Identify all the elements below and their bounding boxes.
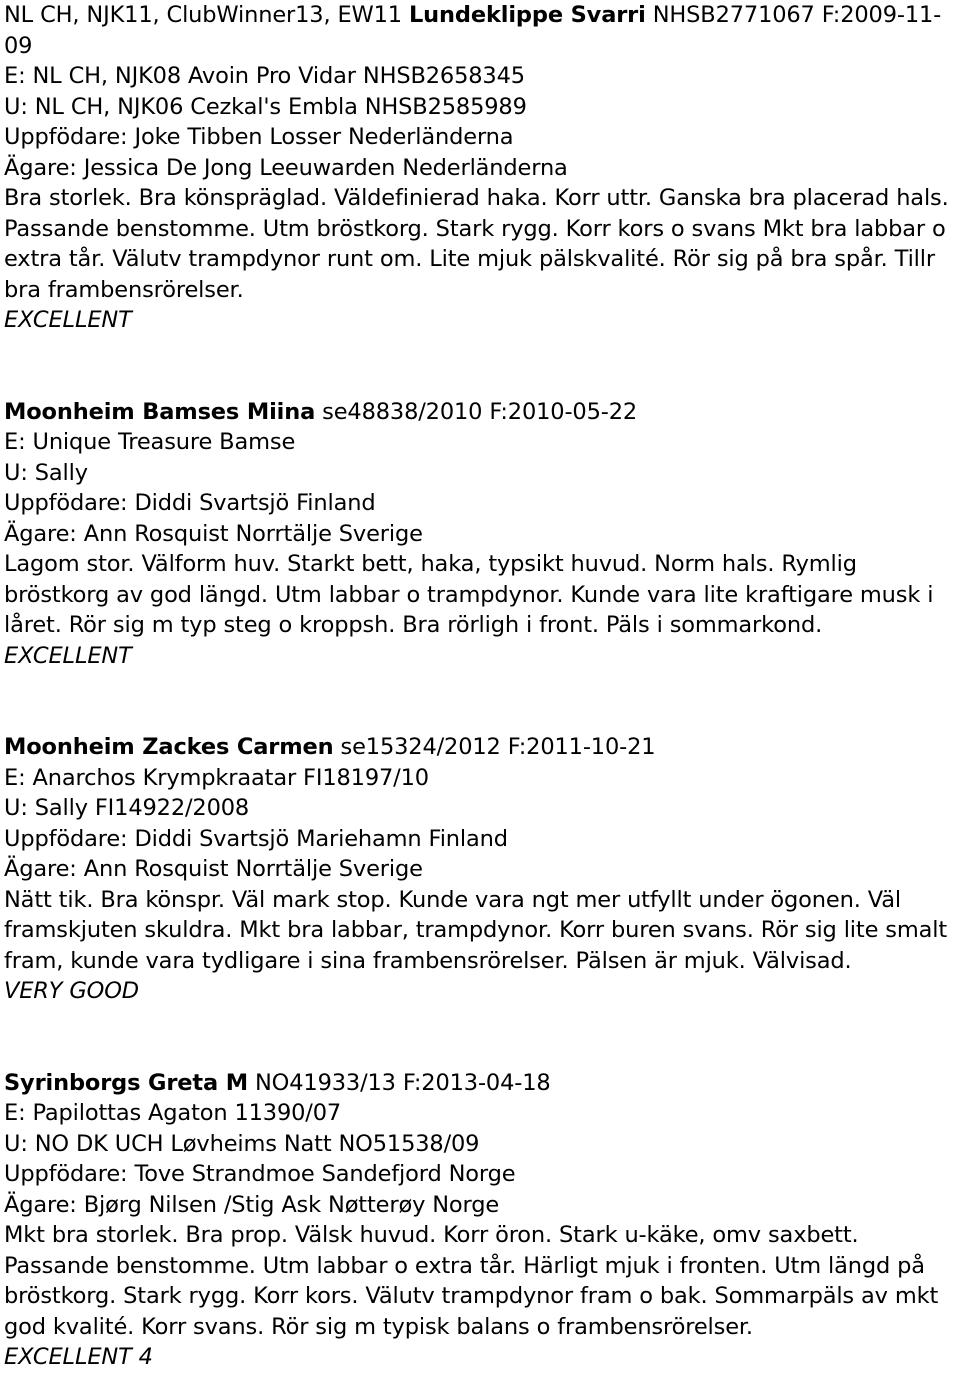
document-page — [4, 0, 956, 1373]
breeder-line: Uppfödare: Tove Strandmoe Sandefjord Norge — [4, 1161, 516, 1187]
dam-line: U: Sally FI14922/2008 — [4, 795, 250, 821]
dog-name: Moonheim Zackes Carmen — [4, 734, 334, 760]
critique-text: Mkt bra storlek. Bra prop. Välsk huvud. Korr öron. Stark u-käke, omv saxbett. Passande benstomme. Utm labbar o extra tår. Härligt mjuk i fronten. Utm längd på bröstkorg. Stark rygg. Korr kors. Välutv trampdynor fram o bak. Sommarpäls av mkt god kvalité. Korr svans. Rör sig m typisk balans o frambensrörelser. — [4, 1222, 939, 1340]
critique-text: Lagom stor. Välform huv. Starkt bett, haka, typsikt huvud. Norm hals. Rymlig bröstkorg av god längd. Utm labbar o trampdynor. Kunde vara lite kraftigare musk i låret. Rör sig m typ steg o kroppsh. Bra rörligh i front. Päls i sommarkond. — [4, 551, 934, 638]
dam-line: U: NL CH, NJK06 Cezkal's Embla NHSB2585989 — [4, 93, 527, 120]
grade-label: VERY GOOD — [4, 978, 139, 1004]
critique-text: Nätt tik. Bra könspr. Väl mark stop. Kunde vara ngt mer utfyllt under ögonen. Väl framskjuten skuldra. Mkt bra labbar, trampdynor. Korr buren svans. Rör sig lite smalt fram, kunde vara tydligare i sina frambensrörelser. Pälsen är mjuk. Välvisad. — [4, 886, 948, 974]
dam-line: U: NO DK UCH Løvheims Natt NO51538/09 — [4, 1130, 480, 1157]
registration: NO41933/13 F:2013-04-18 — [255, 1069, 551, 1096]
breeder-line: Uppfödare: Diddi Svartsjö Finland — [4, 490, 376, 516]
grade-label: EXCELLENT — [4, 642, 132, 669]
breeder-line: Uppfödare: Joke Tibben Losser Nederländerna — [4, 124, 514, 150]
dog-name: Syrinborgs Greta M — [4, 1069, 248, 1096]
dog-entry-4 — [4, 1068, 956, 1373]
registration: se15324/2012 F:2011-10-21 — [340, 734, 656, 760]
grade-label: EXCELLENT — [4, 307, 132, 333]
dam-line: U: Sally — [4, 459, 88, 486]
sire-line: E: Papilottas Agaton 11390/07 — [4, 1100, 342, 1126]
dog-name: Lundeklippe Svarri — [408, 2, 646, 28]
dog-entry-1 — [4, 0, 956, 336]
dog-entry-2 — [4, 397, 956, 672]
registration: se48838/2010 F:2010-05-22 — [322, 398, 638, 425]
owner-line: Ägare: Ann Rosquist Norrtälje Sverige — [4, 520, 423, 547]
entry-heading — [4, 0, 956, 61]
entry-heading — [4, 1068, 956, 1099]
critique-text: Bra storlek. Bra könspräglad. Väldefinierad haka. Korr uttr. Ganska bra placerad hals. Passande benstomme. Utm bröstkorg. Stark rygg. Korr kors o svans Mkt bra labbar o extra tår. Välutv trampdynor runt om. Lite mjuk pälskvalité. Rör sig på bra spår. Tillr bra frambensrörelser. — [4, 185, 949, 303]
sire-line: E: NL CH, NJK08 Avoin Pro Vidar NHSB2658345 — [4, 63, 525, 89]
registration: NHSB2771067 F:2009-11-09 — [4, 2, 942, 59]
dog-name: Moonheim Bamses Miina — [4, 398, 316, 425]
dog-entry-3 — [4, 732, 956, 1007]
sire-line: E: Unique Treasure Bamse — [4, 429, 296, 455]
owner-line: Ägare: Ann Rosquist Norrtälje Sverige — [4, 856, 423, 882]
entry-heading — [4, 397, 956, 428]
titles-prefix: NL CH, NJK11, ClubWinner13, EW11 — [4, 2, 402, 28]
sire-line: E: Anarchos Krympkraatar FI18197/10 — [4, 764, 429, 791]
breeder-line: Uppfödare: Diddi Svartsjö Mariehamn Finland — [4, 825, 508, 852]
entry-heading — [4, 732, 956, 763]
grade-label: EXCELLENT 4 — [4, 1344, 153, 1370]
owner-line: Ägare: Jessica De Jong Leeuwarden Nederländerna — [4, 154, 568, 181]
owner-line: Ägare: Bjørg Nilsen /Stig Ask Nøtterøy Norge — [4, 1191, 500, 1218]
